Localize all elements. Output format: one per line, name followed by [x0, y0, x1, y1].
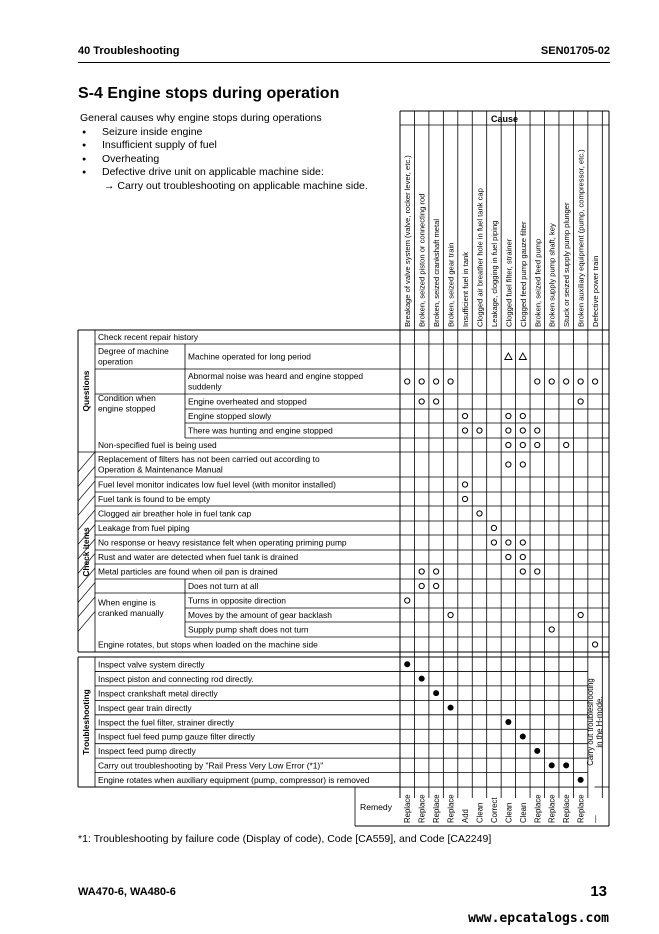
troubleshooting-label: Inspect the fuel filter, strainer directly [98, 717, 234, 728]
remedy-value: Replace [432, 794, 442, 823]
page-title: S-4 Engine stops during operation [78, 85, 340, 102]
troubleshooting-label: Inspect piston and connecting rod directly. [98, 673, 254, 684]
cause-mark-circle [462, 482, 467, 487]
cause-mark-circle [448, 612, 453, 617]
cause-mark-circle [419, 583, 424, 588]
cause-label: Broken, seized gear train [446, 242, 456, 327]
condition-label: Abnormal noise was heard and engine stopped suddenly [188, 371, 364, 392]
cause-mark-circle [491, 525, 496, 530]
cause-label: Breakage of valve system (valve, rocker lever, etc.) [403, 155, 413, 327]
cause-mark-circle [520, 569, 525, 574]
cause-mark-circle [592, 642, 597, 647]
remedy-value: Replace [547, 794, 557, 823]
cause-mark-circle [462, 413, 467, 418]
cause-label: Leakage, clogging in fuel piping [489, 220, 499, 327]
remedy-value: Replace [576, 794, 586, 823]
hatch-line [78, 481, 95, 501]
cause-mark-circle [405, 379, 410, 384]
group-label-troubleshooting: Troubleshooting [81, 689, 91, 755]
troubleshoot-mark-dot [448, 705, 454, 711]
cause-mark-circle [419, 569, 424, 574]
remedy-value: Replace [403, 794, 413, 823]
question-label: Leakage from fuel piping [98, 522, 190, 533]
cause-mark-circle [520, 428, 525, 433]
hatch-line [78, 496, 95, 516]
condition-label: Supply pump shaft does not turn [188, 624, 309, 635]
intro-bullet: ● Seizure inside engine [80, 126, 400, 140]
cause-mark-circle [506, 462, 511, 467]
cause-mark-circle [405, 598, 410, 603]
question-label: Replacement of filters has not been carried out according to Operation & Maintenance Manual [98, 454, 320, 475]
cause-mark-circle [419, 399, 424, 404]
troubleshoot-mark-dot [419, 676, 425, 682]
cause-mark-circle [448, 379, 453, 384]
troubleshoot-mark-dot [505, 719, 511, 725]
cause-header: Cause [490, 114, 519, 124]
troubleshoot-mark-dot [549, 762, 555, 768]
cause-mark-circle [564, 379, 569, 384]
cause-mark-circle [491, 540, 496, 545]
cause-mark-circle [419, 379, 424, 384]
troubleshooting-label: Inspect feed pump directly [98, 746, 196, 757]
page-number: 13 [590, 883, 607, 900]
question-label: Rust and water are detected when fuel tank is drained [98, 551, 299, 562]
troubleshoot-mark-dot [578, 777, 584, 783]
question-label: Fuel tank is found to be empty [98, 493, 211, 504]
cause-mark-circle [462, 428, 467, 433]
remedy-value: Correct [489, 797, 499, 823]
cause-mark-circle [506, 540, 511, 545]
cause-mark-circle [578, 612, 583, 617]
cause-label: Broken auxiliary equipment (pump, compressor, etc.) [576, 149, 586, 327]
document-code: SEN01705-02 [540, 45, 610, 57]
cause-mark-circle [506, 413, 511, 418]
group-label-questions: Questions [81, 370, 91, 412]
cause-mark-circle [434, 379, 439, 384]
troubleshooting-label: Inspect crankshaft metal directly [98, 688, 218, 699]
question-label: When engine is cranked manually [98, 597, 164, 618]
cause-mark-circle [477, 511, 482, 516]
condition-label: Engine stopped slowly [188, 410, 272, 421]
cause-mark-circle [520, 442, 525, 447]
cause-mark-circle [578, 379, 583, 384]
troubleshooting-label: Inspect valve system directly [98, 659, 205, 670]
question-label: Engine rotates, but stops when loaded on the machine side [98, 639, 318, 650]
remedy-label: Remedy [360, 802, 392, 812]
troubleshooting-label: Carry out troubleshooting by "Rail Press Very Low Error (*1)" [98, 760, 324, 771]
cause-mark-circle [506, 428, 511, 433]
troubleshoot-mark-dot [520, 733, 526, 739]
question-label: Clogged air breather hole in fuel tank cap [98, 508, 252, 519]
cause-mark-circle [549, 627, 554, 632]
h-mode-note: in the H-mode. [595, 696, 605, 748]
watermark-text: www.epcatalogs.com [468, 911, 609, 926]
hatch-line [78, 510, 95, 530]
troubleshooting-label: Inspect fuel feed pump gauze filter directly [98, 731, 255, 742]
cause-mark-triangle [505, 353, 512, 360]
cause-label: Broken, seized feed pump [533, 238, 543, 327]
intro-lead: General causes why engine stops during operations [80, 112, 322, 124]
question-label: Degree of machine operation [98, 346, 169, 367]
intro-bullet: ● Insufficient supply of fuel [80, 139, 400, 153]
remedy-value: Replace [562, 794, 572, 823]
cause-mark-circle [578, 399, 583, 404]
cause-mark-circle [535, 379, 540, 384]
cause-mark-circle [592, 379, 597, 384]
cause-mark-circle [520, 462, 525, 467]
cause-mark-circle [434, 399, 439, 404]
cause-label: Broken, seized piston or connecting rod [417, 193, 427, 327]
cause-mark-circle [434, 583, 439, 588]
remedy-value: Clean [504, 802, 514, 823]
cause-label: Stuck or seized supply pump plunger [562, 202, 572, 327]
model-footer: WA470-6, WA480-6 [78, 886, 176, 898]
troubleshoot-mark-dot [534, 748, 540, 754]
hatch-line [78, 583, 95, 603]
hatch-line [78, 597, 95, 617]
cause-mark-circle [506, 554, 511, 559]
cause-mark-circle [520, 540, 525, 545]
troubleshoot-mark-dot [433, 690, 439, 696]
intro-bullet: ● Defective drive unit on applicable machine side: [80, 166, 400, 180]
cause-mark-circle [477, 428, 482, 433]
cause-mark-circle [506, 442, 511, 447]
remedy-value: — [591, 815, 601, 823]
remedy-value: Replace [533, 794, 543, 823]
footnote: *1: Troubleshooting by failure code (Display of code), Code [CA559], and Code [CA2249] [78, 833, 492, 845]
troubleshoot-mark-dot [563, 762, 569, 768]
question-label: Fuel level monitor indicates low fuel level (with monitor installed) [98, 479, 336, 490]
group-label-check-items: Check items [81, 527, 91, 577]
cause-label: Defective power train [591, 255, 601, 327]
condition-label: Does not turn at all [188, 580, 259, 591]
remedy-value: Clean [518, 802, 528, 823]
h-mode-note: Carry out troubleshooting [586, 678, 596, 766]
troubleshoot-mark-dot [404, 661, 410, 667]
condition-label: Machine operated for long period [188, 351, 311, 362]
hatch-line [78, 467, 95, 487]
cause-mark-circle [535, 428, 540, 433]
hatch-line [78, 612, 95, 632]
cause-label: Insufficient fuel in tank [461, 251, 471, 327]
hatch-line [78, 452, 95, 472]
intro-bullet: ● Overheating [80, 153, 400, 167]
cause-mark-circle [535, 569, 540, 574]
cause-label: Clogged fuel filter, strainer [504, 238, 514, 327]
cause-label: Clogged air breather hole in fuel tank cap [475, 188, 485, 327]
cause-mark-circle [549, 379, 554, 384]
condition-label: There was hunting and engine stopped [188, 425, 333, 436]
question-label: No response or heavy resistance felt when operating priming pump [98, 537, 347, 548]
remedy-value: Replace [446, 794, 456, 823]
cause-label: Broken supply pump shaft, key [547, 223, 557, 327]
remedy-value: Replace [417, 794, 427, 823]
cause-mark-circle [520, 413, 525, 418]
condition-label: Engine overheated and stopped [188, 396, 307, 407]
condition-label: Moves by the amount of gear backlash [188, 609, 332, 620]
question-label: Non-specified fuel is being used [98, 439, 217, 450]
question-label: Metal particles are found when oil pan is drained [98, 566, 278, 577]
question-label: Condition when engine stopped [98, 393, 156, 414]
remedy-value: Add [461, 809, 471, 823]
cause-mark-triangle [519, 353, 526, 360]
cause-label: Clogged feed pump gauze filter [518, 221, 528, 327]
cause-mark-circle [434, 569, 439, 574]
cause-label: Broken, seized crankshaft metal [432, 218, 442, 327]
remedy-value: Clean [475, 802, 485, 823]
cause-mark-circle [564, 442, 569, 447]
cause-mark-circle [535, 442, 540, 447]
intro-sub: → Carry out troubleshooting on applicable machine side. [104, 179, 368, 192]
troubleshooting-label: Inspect gear train directly [98, 702, 192, 713]
cause-mark-circle [462, 496, 467, 501]
question-label: Check recent repair history [98, 331, 199, 342]
cause-mark-circle [520, 554, 525, 559]
troubleshooting-label: Engine rotates when auxiliary equipment (pump, compressor) is removed [98, 775, 370, 786]
condition-label: Turns in opposite direction [188, 595, 286, 606]
section-header: 40 Troubleshooting [78, 45, 180, 57]
